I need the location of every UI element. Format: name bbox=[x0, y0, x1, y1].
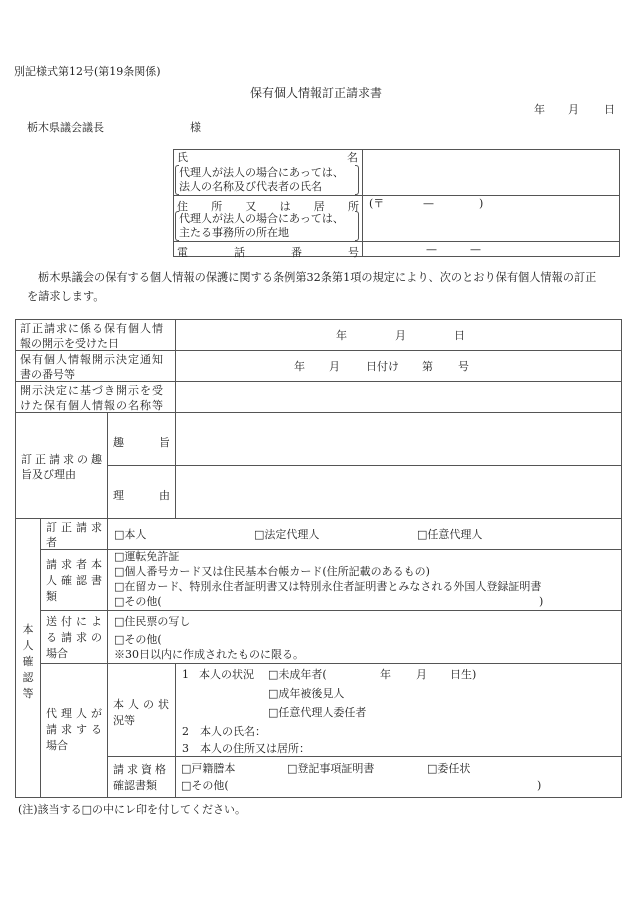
intro-line-2: を請求します。 bbox=[27, 290, 105, 303]
purpose-reason-label-2: 旨及び理由 bbox=[21, 468, 76, 481]
checkbox-residence-card[interactable]: □在留カード、特別永住者証明書又は特別永住者証明書とみなされる外国人登録証明書 bbox=[114, 580, 542, 593]
mail-label: 送付によ る請求の 場合 bbox=[46, 615, 106, 660]
checkbox-power-of-attorney[interactable]: □委任状 bbox=[427, 762, 471, 775]
disclosure-day: 日 bbox=[454, 329, 465, 342]
phone-dash-1: — bbox=[426, 243, 437, 256]
page-title: 保有個人情報訂正請求書 bbox=[250, 86, 383, 100]
address-field[interactable] bbox=[363, 196, 619, 241]
checkbox-registry-certificate[interactable]: □登記事項証明書 bbox=[287, 762, 375, 775]
intro-line-1: 栃木県議会の保有する個人情報の保護に関する条例第32条第1項の規定により、次のとおり保有個人情報の訂正 bbox=[38, 271, 597, 284]
checkbox-drivers-license[interactable]: □運転免許証 bbox=[114, 550, 180, 563]
notice-label-2: 書の番号等 bbox=[20, 368, 75, 381]
minor-day: 日生) bbox=[450, 668, 477, 681]
principal-name: 2 本人の氏名： bbox=[182, 725, 266, 738]
notice-go: 号 bbox=[458, 360, 469, 373]
date-month: 月 bbox=[568, 103, 579, 116]
reason-label: 理 由 bbox=[113, 489, 170, 502]
form-number: 別記様式第12号(第19条関係) bbox=[14, 65, 161, 78]
disclosure-year: 年 bbox=[336, 329, 347, 342]
name-note-1: 代理人が法人の場合にあっては、 bbox=[179, 166, 344, 179]
disclosure-month: 月 bbox=[395, 329, 406, 342]
checkbox-voluntary-agent[interactable]: □任意代理人 bbox=[417, 528, 483, 541]
minor-month: 月 bbox=[416, 668, 427, 681]
info-name-label-2: けた保有個人情報の名称等 bbox=[20, 399, 164, 412]
notice-label-1: 保有個人情報開示決定通知 bbox=[20, 353, 164, 366]
postal-open: (〒 bbox=[369, 197, 385, 210]
honorific: 様 bbox=[190, 121, 201, 134]
mail-note: ※30日以内に作成されたものに限る。 bbox=[114, 648, 304, 661]
notice-day: 日付け bbox=[366, 360, 399, 373]
reason-field[interactable] bbox=[176, 466, 621, 518]
status-item1-label: 本人の状況 bbox=[199, 668, 254, 681]
id-other-close: ) bbox=[539, 595, 544, 608]
notice-year: 年 bbox=[294, 360, 305, 373]
name-label-1: 氏 bbox=[177, 151, 188, 164]
purpose-reason-label-1: 訂正請求の趣 bbox=[21, 453, 105, 466]
address-note-1: 代理人が法人の場合にあっては、 bbox=[179, 212, 344, 225]
checkbox-mail-other[interactable]: □その他( bbox=[114, 633, 162, 646]
checkbox-qualification-other[interactable]: □その他( bbox=[181, 779, 229, 792]
checkbox-my-number-card[interactable]: □個人番号カード又は住民基本台帳カード(住所記載のあるもの) bbox=[114, 565, 430, 578]
name-label-2: 名 bbox=[347, 151, 358, 164]
checkbox-legal-agent[interactable]: □法定代理人 bbox=[254, 528, 320, 541]
agent-label: 代理人が 請求する 場合 bbox=[46, 707, 106, 752]
date-year: 年 bbox=[534, 103, 545, 116]
phone-field[interactable] bbox=[363, 242, 619, 256]
address-note-2: 主たる事務所の所在地 bbox=[179, 226, 289, 239]
checkbox-self[interactable]: □本人 bbox=[114, 528, 147, 541]
checkbox-voluntary-principal[interactable]: □任意代理人委任者 bbox=[268, 706, 367, 719]
name-note-2: 法人の名称及び代表者の氏名 bbox=[179, 180, 322, 193]
phone-label: 電 話 番 号 bbox=[177, 246, 359, 259]
notice-month: 月 bbox=[329, 360, 340, 373]
info-name-field[interactable] bbox=[176, 382, 621, 412]
addressee: 栃木県議会議長 bbox=[27, 121, 104, 134]
identity-verification-label: 本 人 確 認 等 bbox=[22, 623, 34, 700]
purpose-label: 趣 旨 bbox=[113, 436, 170, 449]
postal-dash: — bbox=[423, 197, 434, 210]
purpose-field[interactable] bbox=[176, 413, 621, 465]
checkbox-adult-ward[interactable]: □成年被後見人 bbox=[268, 687, 345, 700]
requester-label-1: 訂正請求 bbox=[46, 521, 106, 534]
requester-label-2: 者 bbox=[46, 536, 57, 549]
id-docs-label: 請求者本 人確認書 類 bbox=[46, 558, 106, 603]
disclosure-date-field[interactable] bbox=[176, 320, 621, 350]
checkbox-minor[interactable]: □未成年者( bbox=[268, 668, 327, 681]
phone-dash-2: — bbox=[470, 243, 481, 256]
checkbox-resident-record[interactable]: □住民票の写し bbox=[114, 615, 191, 628]
notice-number-field[interactable] bbox=[176, 351, 621, 381]
qualification-label: 請求資格 確認書類 bbox=[113, 763, 169, 792]
checkbox-id-other[interactable]: □その他( bbox=[114, 595, 162, 608]
postal-close: ) bbox=[479, 197, 484, 210]
qualification-other-close: ) bbox=[537, 779, 542, 792]
disclosure-date-label-1: 訂正請求に係る保有個人情 bbox=[20, 322, 164, 335]
principal-status-label: 本人の状 況等 bbox=[113, 698, 173, 727]
footnote: (注)該当する□の中にレ印を付してください。 bbox=[18, 803, 246, 816]
checkbox-family-register[interactable]: □戸籍謄本 bbox=[181, 762, 236, 775]
status-item1-num: 1 bbox=[182, 668, 189, 681]
date-day: 日 bbox=[604, 103, 615, 116]
name-field[interactable] bbox=[363, 150, 619, 195]
disclosure-date-label-2: 報の開示を受けた日 bbox=[20, 337, 119, 350]
notice-no: 第 bbox=[422, 360, 433, 373]
principal-address: 3 本人の住所又は居所： bbox=[182, 742, 310, 755]
info-name-label-1: 開示決定に基づき開示を受 bbox=[20, 384, 164, 397]
minor-year: 年 bbox=[380, 668, 391, 681]
address-label: 住 所 又 は 居 所 bbox=[177, 200, 359, 213]
